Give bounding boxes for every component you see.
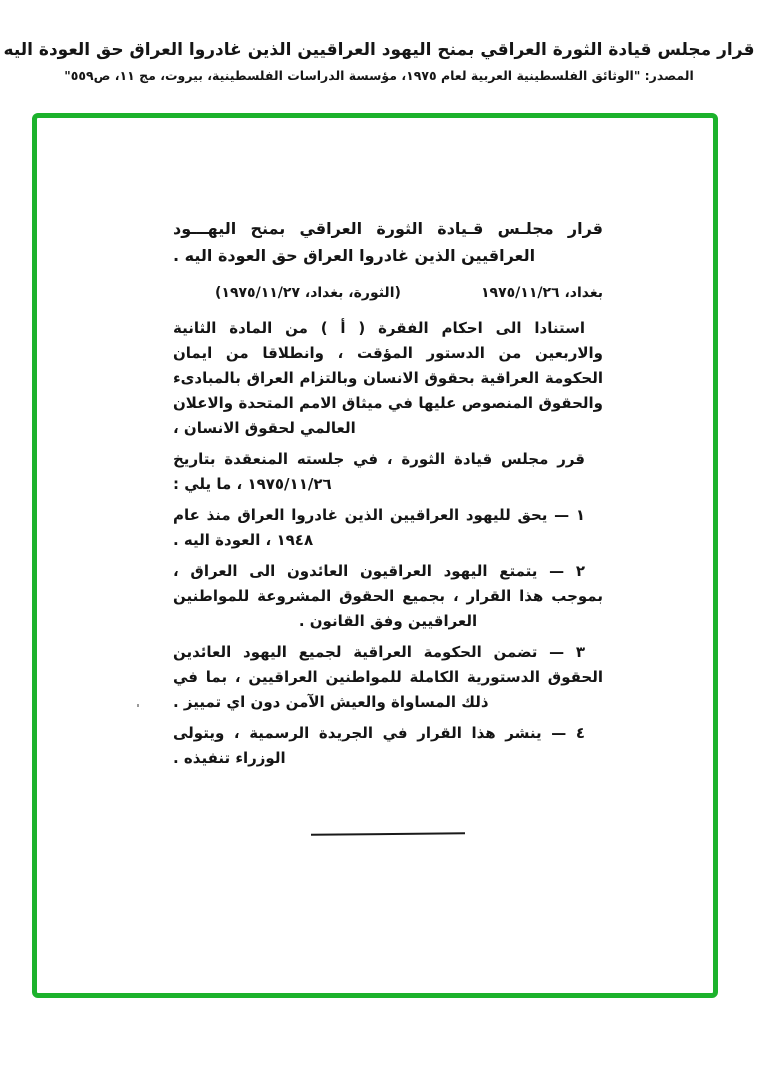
divider-line — [311, 832, 465, 836]
resolution-intro-paragraph: قرر مجلس قيادة الثورة ، في جلسته المنعقدة بتاريخ ١٩٧٥/١١/٢٦ ، ما يلي : — [173, 450, 585, 493]
scan-artifact-dot — [137, 704, 139, 707]
article-paragraph-1: ١ — يحق لليهود العراقيين الذين غادروا العراق منذ عام ١٩٤٨ ، العودة اليه . — [173, 506, 585, 549]
dateline-place-date: بغداد، ١٩٧٥/١١/٢٦ — [480, 285, 603, 301]
article-paragraph-3: ٣ — تضمن الحكومة العراقية لجميع اليهود العائدين الحقوق الدستورية الكاملة للمواطنين العراقيين ، بما في ذلك المساواة والعيش الآمن دون اي تمييز . — [173, 643, 603, 711]
dateline-citation: (الثورة، بغداد، ١٩٧٥/١١/٢٧) — [215, 285, 401, 301]
dateline — [173, 285, 603, 301]
header-title: قرار مجلس قيادة الثورة العراقي بمنح اليهود العراقيين الذين غادروا العراق حق العودة اليه — [3, 40, 755, 60]
preamble-paragraph: استنادا الى احكام الفقرة ( أ ) من المادة الثانية والاربعين من الدستور المؤقت ، وانطلاقا من ايمان الحكومة العراقية بحقوق الانسان وبالتزام العراق بالمبادىء والحقوق المنصوص عليها في ميثاق الامم المتحدة والاعلان العالمي لحقوق الانسان ، — [173, 319, 603, 437]
scanned-document — [173, 215, 603, 835]
header-source-citation: المصدر: "الوثائق الفلسطينية العربية لعام ١٩٧٥، مؤسسة الدراسات الفلسطينية، بيروت، مج ١١، ص٥٥٩" — [64, 68, 694, 83]
article-paragraph-2: ٢ — يتمتع اليهود العراقيون العائدون الى العراق ، بموجب هذا القرار ، بجميع الحقوق المشروعة للمواطنين العراقيين وفق القانون . — [173, 562, 603, 630]
green-border-frame — [32, 113, 718, 998]
document-header — [0, 40, 758, 83]
document-title: قرار مجلـس قـيادة الثورة العراقي بمنح اليهـــود العراقيين الذين غادروا العراق حق العودة اليه . — [173, 219, 603, 265]
article-paragraph-4: ٤ — ينشر هذا القرار في الجريدة الرسمية ، ويتولى الوزراء تنفيذه . — [173, 724, 585, 767]
